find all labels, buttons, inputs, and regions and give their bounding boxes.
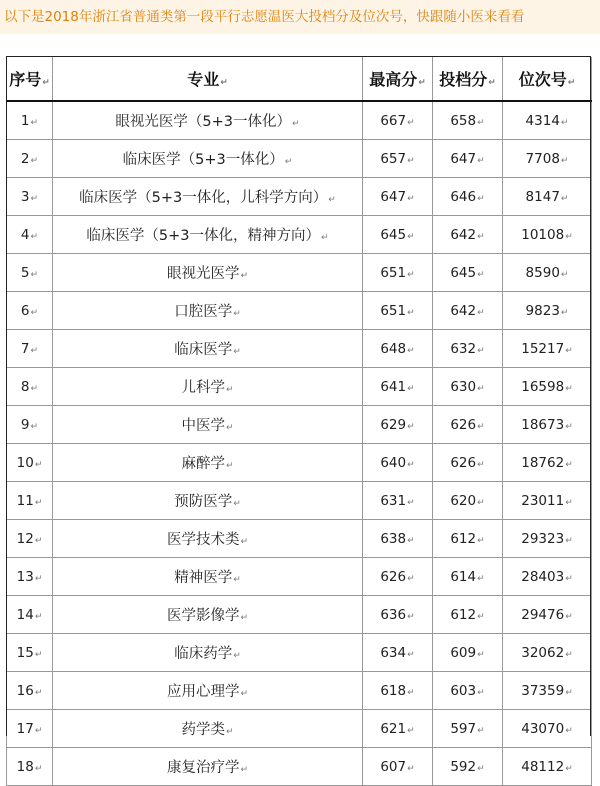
cell-index: 10↵: [7, 444, 53, 482]
cell-cast-score: 626↵: [433, 406, 503, 444]
cell-cast-score: 620↵: [433, 482, 503, 520]
cell-major: 中医学↵: [53, 406, 363, 444]
cell-max-score: 638↵: [363, 520, 433, 558]
cell-cast-score: 642↵: [433, 292, 503, 330]
cell-index: 16↵: [7, 672, 53, 710]
cell-cast-score: 614↵: [433, 558, 503, 596]
cell-rank: 4314↵: [503, 101, 592, 140]
table-row: [7, 292, 592, 330]
cell-major: 精神医学↵: [53, 558, 363, 596]
cell-rank: 37359↵: [503, 672, 592, 710]
cell-index: 14↵: [7, 596, 53, 634]
cell-max-score: 651↵: [363, 292, 433, 330]
table-row: [7, 748, 592, 786]
cell-major: 医学影像学↵: [53, 596, 363, 634]
cell-index: 12↵: [7, 520, 53, 558]
cell-cast-score: 603↵: [433, 672, 503, 710]
table-top-border: [6, 56, 591, 57]
cell-rank: 32062↵: [503, 634, 592, 672]
cell-max-score: 645↵: [363, 216, 433, 254]
cell-rank: 28403↵: [503, 558, 592, 596]
cell-index: 18↵: [7, 748, 53, 786]
cell-rank: 8147↵: [503, 178, 592, 216]
cell-major: 口腔医学↵: [53, 292, 363, 330]
cell-rank: 9823↵: [503, 292, 592, 330]
cell-rank: 43070↵: [503, 710, 592, 748]
cell-index: 5↵: [7, 254, 53, 292]
cell-cast-score: 658↵: [433, 101, 503, 140]
cell-index: 2↵: [7, 140, 53, 178]
table-row: [7, 254, 592, 292]
cell-max-score: 631↵: [363, 482, 433, 520]
cell-rank: 15217↵: [503, 330, 592, 368]
cell-major: 医学技术类↵: [53, 520, 363, 558]
cell-index: 3↵: [7, 178, 53, 216]
table-row: [7, 406, 592, 444]
cell-max-score: 621↵: [363, 710, 433, 748]
admission-score-table: [6, 57, 592, 786]
cell-max-score: 648↵: [363, 330, 433, 368]
table-row: [7, 558, 592, 596]
cell-max-score: 640↵: [363, 444, 433, 482]
cell-max-score: 651↵: [363, 254, 433, 292]
cell-rank: 48112↵: [503, 748, 592, 786]
cell-major: 眼视光医学（5+3一体化）↵: [53, 101, 363, 140]
cell-max-score: 667↵: [363, 101, 433, 140]
cell-cast-score: 609↵: [433, 634, 503, 672]
cell-rank: 8590↵: [503, 254, 592, 292]
cell-major: 麻醉学↵: [53, 444, 363, 482]
cell-max-score: 618↵: [363, 672, 433, 710]
cell-max-score: 657↵: [363, 140, 433, 178]
cell-index: 9↵: [7, 406, 53, 444]
cell-cast-score: 612↵: [433, 596, 503, 634]
cell-major: 预防医学↵: [53, 482, 363, 520]
table-row: [7, 216, 592, 254]
cell-major: 临床医学（5+3一体化）↵: [53, 140, 363, 178]
cell-max-score: 641↵: [363, 368, 433, 406]
header-max-score: 最高分↵: [363, 57, 433, 101]
cell-max-score: 607↵: [363, 748, 433, 786]
cell-major: 康复治疗学↵: [53, 748, 363, 786]
table-row: [7, 330, 592, 368]
header-cast-score: 投档分↵: [433, 57, 503, 101]
cell-rank: 18762↵: [503, 444, 592, 482]
cell-index: 17↵: [7, 710, 53, 748]
cell-cast-score: 632↵: [433, 330, 503, 368]
cell-major: 临床药学↵: [53, 634, 363, 672]
table-row: [7, 178, 592, 216]
cell-major: 临床医学（5+3一体化，精神方向）↵: [53, 216, 363, 254]
cell-rank: 23011↵: [503, 482, 592, 520]
table-row: [7, 444, 592, 482]
cell-cast-score: 647↵: [433, 140, 503, 178]
cell-index: 1↵: [7, 101, 53, 140]
cell-rank: 29323↵: [503, 520, 592, 558]
header-major: 专业↵: [53, 57, 363, 101]
cell-index: 8↵: [7, 368, 53, 406]
cell-max-score: 626↵: [363, 558, 433, 596]
cell-index: 13↵: [7, 558, 53, 596]
table-row: [7, 368, 592, 406]
cell-index: 11↵: [7, 482, 53, 520]
cell-index: 15↵: [7, 634, 53, 672]
cell-max-score: 629↵: [363, 406, 433, 444]
cell-index: 4↵: [7, 216, 53, 254]
cell-index: 7↵: [7, 330, 53, 368]
cell-major: 眼视光医学↵: [53, 254, 363, 292]
cell-rank: 29476↵: [503, 596, 592, 634]
table-row: [7, 520, 592, 558]
cell-cast-score: 626↵: [433, 444, 503, 482]
table-row: [7, 482, 592, 520]
table-row: [7, 140, 592, 178]
cell-rank: 16598↵: [503, 368, 592, 406]
cell-rank: 7708↵: [503, 140, 592, 178]
intro-banner: 以下是2018年浙江省普通类第一段平行志愿温医大投档分及位次号，快跟随小医来看看: [0, 0, 600, 34]
cell-max-score: 636↵: [363, 596, 433, 634]
cell-cast-score: 592↵: [433, 748, 503, 786]
cell-cast-score: 642↵: [433, 216, 503, 254]
cell-major: 应用心理学↵: [53, 672, 363, 710]
cell-major: 临床医学↵: [53, 330, 363, 368]
header-index: 序号↵: [7, 57, 53, 101]
cell-major: 儿科学↵: [53, 368, 363, 406]
cell-max-score: 634↵: [363, 634, 433, 672]
table-header-row: [7, 57, 592, 101]
cell-cast-score: 646↵: [433, 178, 503, 216]
cell-rank: 18673↵: [503, 406, 592, 444]
cell-cast-score: 630↵: [433, 368, 503, 406]
table-row: [7, 672, 592, 710]
cell-major: 临床医学（5+3一体化，儿科学方向）↵: [53, 178, 363, 216]
table-left-border: [6, 56, 7, 736]
cell-index: 6↵: [7, 292, 53, 330]
cell-cast-score: 612↵: [433, 520, 503, 558]
table-row: [7, 710, 592, 748]
cell-major: 药学类↵: [53, 710, 363, 748]
cell-cast-score: 645↵: [433, 254, 503, 292]
cell-max-score: 647↵: [363, 178, 433, 216]
table-row: [7, 101, 592, 140]
table-row: [7, 596, 592, 634]
header-rank: 位次号↵: [503, 57, 592, 101]
cell-rank: 10108↵: [503, 216, 592, 254]
cell-cast-score: 597↵: [433, 710, 503, 748]
table-row: [7, 634, 592, 672]
table-right-border: [590, 56, 591, 736]
